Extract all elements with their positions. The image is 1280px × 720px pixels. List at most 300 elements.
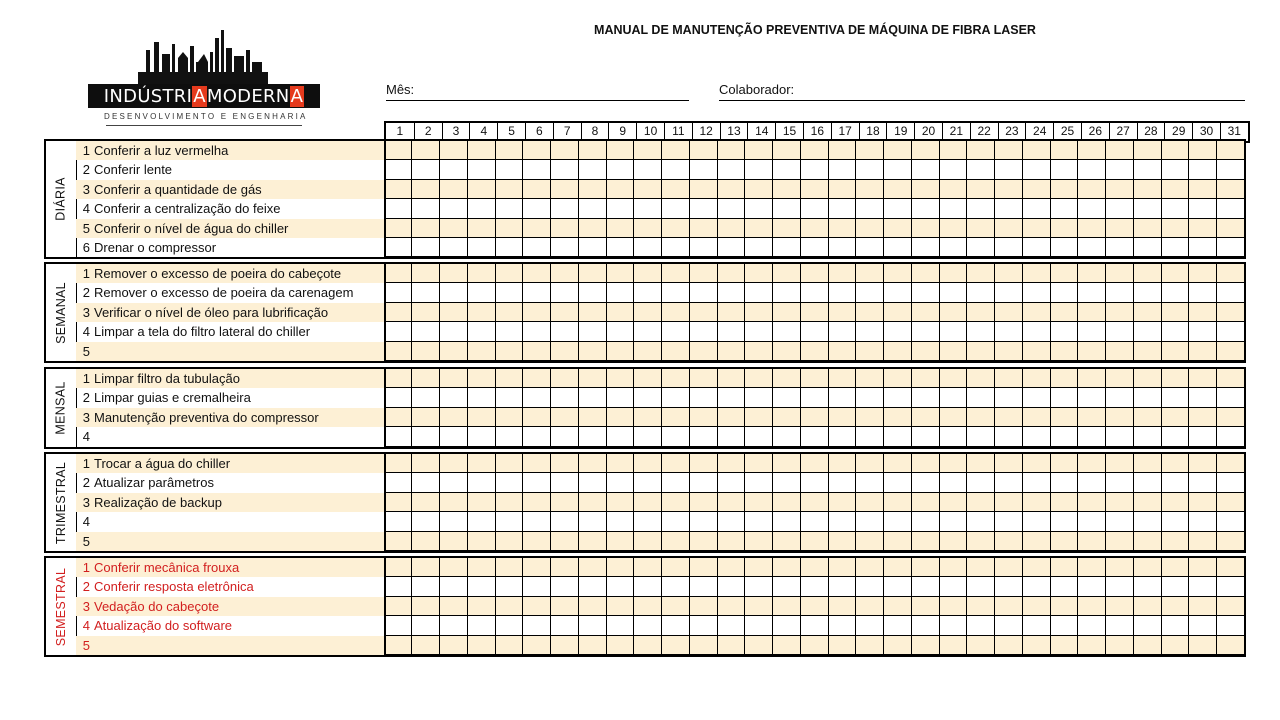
check-cell-day-15[interactable]: [772, 264, 800, 283]
check-cell-day-24[interactable]: [1022, 219, 1050, 238]
check-cell-day-15[interactable]: [772, 636, 800, 655]
check-cell-day-13[interactable]: [717, 473, 745, 492]
check-cell-day-9[interactable]: [606, 199, 634, 218]
check-cell-day-19[interactable]: [883, 369, 911, 388]
check-cell-day-8[interactable]: [578, 388, 606, 407]
check-cell-day-10[interactable]: [633, 512, 661, 531]
check-cell-day-9[interactable]: [606, 180, 634, 199]
check-cell-day-19[interactable]: [883, 532, 911, 551]
check-cell-day-9[interactable]: [606, 512, 634, 531]
check-cell-day-18[interactable]: [855, 180, 883, 199]
check-cell-day-7[interactable]: [550, 160, 578, 179]
check-cell-day-13[interactable]: [717, 558, 745, 577]
check-cell-day-5[interactable]: [495, 493, 523, 512]
check-cell-day-24[interactable]: [1022, 264, 1050, 283]
check-cell-day-18[interactable]: [855, 616, 883, 635]
check-cell-day-11[interactable]: [661, 512, 689, 531]
check-cell-day-21[interactable]: [939, 558, 967, 577]
check-cell-day-27[interactable]: [1105, 493, 1133, 512]
check-cell-day-22[interactable]: [966, 303, 994, 322]
check-cell-day-27[interactable]: [1105, 322, 1133, 341]
check-cell-day-11[interactable]: [661, 597, 689, 616]
check-cell-day-20[interactable]: [911, 493, 939, 512]
check-cell-day-20[interactable]: [911, 369, 939, 388]
check-cell-day-2[interactable]: [411, 238, 439, 257]
check-cell-day-16[interactable]: [800, 303, 828, 322]
check-cell-day-26[interactable]: [1077, 558, 1105, 577]
check-cell-day-5[interactable]: [495, 303, 523, 322]
check-cell-day-28[interactable]: [1133, 532, 1161, 551]
check-cell-day-8[interactable]: [578, 532, 606, 551]
check-cell-day-8[interactable]: [578, 408, 606, 427]
check-cell-day-12[interactable]: [689, 342, 717, 361]
check-cell-day-14[interactable]: [744, 616, 772, 635]
check-cell-day-26[interactable]: [1077, 493, 1105, 512]
check-cell-day-25[interactable]: [1050, 264, 1078, 283]
check-cell-day-2[interactable]: [411, 322, 439, 341]
check-cell-day-23[interactable]: [994, 493, 1022, 512]
check-cell-day-16[interactable]: [800, 264, 828, 283]
check-cell-day-26[interactable]: [1077, 388, 1105, 407]
check-cell-day-13[interactable]: [717, 141, 745, 160]
check-cell-day-23[interactable]: [994, 303, 1022, 322]
check-cell-day-9[interactable]: [606, 264, 634, 283]
check-cell-day-3[interactable]: [439, 160, 467, 179]
check-cell-day-10[interactable]: [633, 264, 661, 283]
check-cell-day-6[interactable]: [522, 283, 550, 302]
check-cell-day-3[interactable]: [439, 219, 467, 238]
check-cell-day-26[interactable]: [1077, 160, 1105, 179]
check-cell-day-26[interactable]: [1077, 238, 1105, 257]
check-cell-day-3[interactable]: [439, 238, 467, 257]
check-cell-day-5[interactable]: [495, 597, 523, 616]
check-cell-day-12[interactable]: [689, 636, 717, 655]
check-cell-day-3[interactable]: [439, 141, 467, 160]
check-cell-day-16[interactable]: [800, 493, 828, 512]
check-cell-day-24[interactable]: [1022, 283, 1050, 302]
check-cell-day-27[interactable]: [1105, 342, 1133, 361]
check-cell-day-27[interactable]: [1105, 532, 1133, 551]
check-cell-day-25[interactable]: [1050, 597, 1078, 616]
check-cell-day-8[interactable]: [578, 512, 606, 531]
check-cell-day-13[interactable]: [717, 238, 745, 257]
check-cell-day-12[interactable]: [689, 616, 717, 635]
check-cell-day-10[interactable]: [633, 369, 661, 388]
check-cell-day-16[interactable]: [800, 141, 828, 160]
check-cell-day-30[interactable]: [1188, 616, 1216, 635]
check-cell-day-25[interactable]: [1050, 180, 1078, 199]
check-cell-day-6[interactable]: [522, 493, 550, 512]
check-cell-day-20[interactable]: [911, 636, 939, 655]
check-cell-day-27[interactable]: [1105, 636, 1133, 655]
check-cell-day-1[interactable]: [384, 388, 412, 407]
check-cell-day-1[interactable]: [384, 597, 412, 616]
check-cell-day-31[interactable]: [1216, 427, 1244, 446]
check-cell-day-2[interactable]: [411, 160, 439, 179]
check-cell-day-1[interactable]: [384, 454, 412, 473]
check-cell-day-10[interactable]: [633, 322, 661, 341]
check-cell-day-5[interactable]: [495, 264, 523, 283]
check-cell-day-3[interactable]: [439, 342, 467, 361]
check-cell-day-5[interactable]: [495, 342, 523, 361]
check-cell-day-5[interactable]: [495, 558, 523, 577]
check-cell-day-24[interactable]: [1022, 616, 1050, 635]
check-cell-day-29[interactable]: [1161, 427, 1189, 446]
check-cell-day-8[interactable]: [578, 577, 606, 596]
check-cell-day-17[interactable]: [828, 427, 856, 446]
check-cell-day-13[interactable]: [717, 199, 745, 218]
check-cell-day-20[interactable]: [911, 388, 939, 407]
check-cell-day-3[interactable]: [439, 322, 467, 341]
check-cell-day-4[interactable]: [467, 493, 495, 512]
check-cell-day-23[interactable]: [994, 160, 1022, 179]
check-cell-day-28[interactable]: [1133, 512, 1161, 531]
check-cell-day-23[interactable]: [994, 512, 1022, 531]
check-cell-day-28[interactable]: [1133, 160, 1161, 179]
check-cell-day-11[interactable]: [661, 180, 689, 199]
check-cell-day-19[interactable]: [883, 388, 911, 407]
check-cell-day-14[interactable]: [744, 219, 772, 238]
check-cell-day-4[interactable]: [467, 597, 495, 616]
check-cell-day-22[interactable]: [966, 558, 994, 577]
check-cell-day-27[interactable]: [1105, 219, 1133, 238]
check-cell-day-7[interactable]: [550, 388, 578, 407]
check-cell-day-10[interactable]: [633, 532, 661, 551]
check-cell-day-27[interactable]: [1105, 454, 1133, 473]
check-cell-day-12[interactable]: [689, 577, 717, 596]
check-cell-day-19[interactable]: [883, 141, 911, 160]
check-cell-day-9[interactable]: [606, 427, 634, 446]
check-cell-day-1[interactable]: [384, 512, 412, 531]
check-cell-day-10[interactable]: [633, 219, 661, 238]
check-cell-day-18[interactable]: [855, 199, 883, 218]
check-cell-day-24[interactable]: [1022, 427, 1050, 446]
check-cell-day-22[interactable]: [966, 388, 994, 407]
check-cell-day-7[interactable]: [550, 493, 578, 512]
check-cell-day-24[interactable]: [1022, 342, 1050, 361]
check-cell-day-20[interactable]: [911, 558, 939, 577]
check-cell-day-9[interactable]: [606, 238, 634, 257]
check-cell-day-2[interactable]: [411, 473, 439, 492]
check-cell-day-11[interactable]: [661, 322, 689, 341]
check-cell-day-10[interactable]: [633, 141, 661, 160]
check-cell-day-31[interactable]: [1216, 597, 1244, 616]
check-cell-day-15[interactable]: [772, 532, 800, 551]
check-cell-day-27[interactable]: [1105, 369, 1133, 388]
check-cell-day-14[interactable]: [744, 180, 772, 199]
check-cell-day-27[interactable]: [1105, 408, 1133, 427]
check-cell-day-12[interactable]: [689, 408, 717, 427]
check-cell-day-10[interactable]: [633, 493, 661, 512]
check-cell-day-23[interactable]: [994, 597, 1022, 616]
check-cell-day-17[interactable]: [828, 342, 856, 361]
check-cell-day-11[interactable]: [661, 283, 689, 302]
check-cell-day-18[interactable]: [855, 388, 883, 407]
check-cell-day-30[interactable]: [1188, 427, 1216, 446]
check-cell-day-17[interactable]: [828, 303, 856, 322]
check-cell-day-24[interactable]: [1022, 636, 1050, 655]
check-cell-day-19[interactable]: [883, 473, 911, 492]
check-cell-day-26[interactable]: [1077, 473, 1105, 492]
check-cell-day-7[interactable]: [550, 199, 578, 218]
check-cell-day-15[interactable]: [772, 238, 800, 257]
check-cell-day-2[interactable]: [411, 141, 439, 160]
check-cell-day-25[interactable]: [1050, 219, 1078, 238]
check-cell-day-30[interactable]: [1188, 283, 1216, 302]
check-cell-day-4[interactable]: [467, 408, 495, 427]
check-cell-day-21[interactable]: [939, 141, 967, 160]
check-cell-day-12[interactable]: [689, 160, 717, 179]
check-cell-day-28[interactable]: [1133, 427, 1161, 446]
check-cell-day-18[interactable]: [855, 636, 883, 655]
check-cell-day-14[interactable]: [744, 473, 772, 492]
check-cell-day-15[interactable]: [772, 303, 800, 322]
check-cell-day-31[interactable]: [1216, 408, 1244, 427]
check-cell-day-21[interactable]: [939, 322, 967, 341]
check-cell-day-31[interactable]: [1216, 473, 1244, 492]
check-cell-day-31[interactable]: [1216, 238, 1244, 257]
check-cell-day-1[interactable]: [384, 558, 412, 577]
check-cell-day-28[interactable]: [1133, 238, 1161, 257]
check-cell-day-19[interactable]: [883, 238, 911, 257]
check-cell-day-15[interactable]: [772, 493, 800, 512]
check-cell-day-3[interactable]: [439, 577, 467, 596]
check-cell-day-17[interactable]: [828, 532, 856, 551]
check-cell-day-13[interactable]: [717, 597, 745, 616]
check-cell-day-22[interactable]: [966, 219, 994, 238]
check-cell-day-22[interactable]: [966, 473, 994, 492]
check-cell-day-15[interactable]: [772, 283, 800, 302]
check-cell-day-11[interactable]: [661, 454, 689, 473]
check-cell-day-27[interactable]: [1105, 238, 1133, 257]
check-cell-day-9[interactable]: [606, 219, 634, 238]
check-cell-day-19[interactable]: [883, 636, 911, 655]
check-cell-day-20[interactable]: [911, 238, 939, 257]
check-cell-day-8[interactable]: [578, 616, 606, 635]
check-cell-day-11[interactable]: [661, 427, 689, 446]
check-cell-day-22[interactable]: [966, 616, 994, 635]
check-cell-day-10[interactable]: [633, 427, 661, 446]
check-cell-day-6[interactable]: [522, 160, 550, 179]
check-cell-day-2[interactable]: [411, 303, 439, 322]
check-cell-day-9[interactable]: [606, 283, 634, 302]
check-cell-day-31[interactable]: [1216, 322, 1244, 341]
check-cell-day-6[interactable]: [522, 238, 550, 257]
check-cell-day-9[interactable]: [606, 408, 634, 427]
check-cell-day-7[interactable]: [550, 512, 578, 531]
check-cell-day-3[interactable]: [439, 388, 467, 407]
check-cell-day-30[interactable]: [1188, 303, 1216, 322]
check-cell-day-20[interactable]: [911, 532, 939, 551]
check-cell-day-3[interactable]: [439, 199, 467, 218]
check-cell-day-23[interactable]: [994, 342, 1022, 361]
check-cell-day-7[interactable]: [550, 264, 578, 283]
check-cell-day-8[interactable]: [578, 493, 606, 512]
check-cell-day-15[interactable]: [772, 369, 800, 388]
check-cell-day-1[interactable]: [384, 141, 412, 160]
check-cell-day-29[interactable]: [1161, 180, 1189, 199]
check-cell-day-24[interactable]: [1022, 303, 1050, 322]
check-cell-day-21[interactable]: [939, 532, 967, 551]
check-cell-day-9[interactable]: [606, 160, 634, 179]
check-cell-day-10[interactable]: [633, 180, 661, 199]
check-cell-day-27[interactable]: [1105, 577, 1133, 596]
check-cell-day-22[interactable]: [966, 180, 994, 199]
check-cell-day-24[interactable]: [1022, 369, 1050, 388]
check-cell-day-7[interactable]: [550, 238, 578, 257]
check-cell-day-6[interactable]: [522, 180, 550, 199]
check-cell-day-26[interactable]: [1077, 408, 1105, 427]
check-cell-day-14[interactable]: [744, 427, 772, 446]
check-cell-day-29[interactable]: [1161, 473, 1189, 492]
check-cell-day-1[interactable]: [384, 283, 412, 302]
check-cell-day-28[interactable]: [1133, 141, 1161, 160]
check-cell-day-28[interactable]: [1133, 454, 1161, 473]
check-cell-day-29[interactable]: [1161, 342, 1189, 361]
check-cell-day-22[interactable]: [966, 199, 994, 218]
check-cell-day-6[interactable]: [522, 558, 550, 577]
check-cell-day-13[interactable]: [717, 577, 745, 596]
check-cell-day-1[interactable]: [384, 532, 412, 551]
check-cell-day-24[interactable]: [1022, 180, 1050, 199]
check-cell-day-17[interactable]: [828, 408, 856, 427]
check-cell-day-14[interactable]: [744, 303, 772, 322]
check-cell-day-15[interactable]: [772, 219, 800, 238]
check-cell-day-22[interactable]: [966, 369, 994, 388]
check-cell-day-27[interactable]: [1105, 160, 1133, 179]
check-cell-day-14[interactable]: [744, 141, 772, 160]
check-cell-day-9[interactable]: [606, 597, 634, 616]
check-cell-day-27[interactable]: [1105, 558, 1133, 577]
check-cell-day-4[interactable]: [467, 532, 495, 551]
check-cell-day-12[interactable]: [689, 264, 717, 283]
check-cell-day-19[interactable]: [883, 427, 911, 446]
check-cell-day-3[interactable]: [439, 558, 467, 577]
check-cell-day-24[interactable]: [1022, 141, 1050, 160]
check-cell-day-25[interactable]: [1050, 199, 1078, 218]
check-cell-day-7[interactable]: [550, 369, 578, 388]
check-cell-day-16[interactable]: [800, 160, 828, 179]
check-cell-day-29[interactable]: [1161, 369, 1189, 388]
check-cell-day-4[interactable]: [467, 199, 495, 218]
check-cell-day-28[interactable]: [1133, 342, 1161, 361]
check-cell-day-18[interactable]: [855, 454, 883, 473]
check-cell-day-6[interactable]: [522, 408, 550, 427]
check-cell-day-8[interactable]: [578, 283, 606, 302]
check-cell-day-16[interactable]: [800, 388, 828, 407]
check-cell-day-18[interactable]: [855, 532, 883, 551]
check-cell-day-2[interactable]: [411, 597, 439, 616]
check-cell-day-21[interactable]: [939, 369, 967, 388]
check-cell-day-2[interactable]: [411, 180, 439, 199]
check-cell-day-28[interactable]: [1133, 388, 1161, 407]
check-cell-day-23[interactable]: [994, 180, 1022, 199]
check-cell-day-19[interactable]: [883, 180, 911, 199]
check-cell-day-5[interactable]: [495, 180, 523, 199]
check-cell-day-17[interactable]: [828, 180, 856, 199]
check-cell-day-10[interactable]: [633, 616, 661, 635]
check-cell-day-17[interactable]: [828, 219, 856, 238]
check-cell-day-5[interactable]: [495, 577, 523, 596]
check-cell-day-18[interactable]: [855, 577, 883, 596]
check-cell-day-29[interactable]: [1161, 199, 1189, 218]
check-cell-day-18[interactable]: [855, 219, 883, 238]
check-cell-day-1[interactable]: [384, 199, 412, 218]
check-cell-day-5[interactable]: [495, 473, 523, 492]
check-cell-day-18[interactable]: [855, 160, 883, 179]
check-cell-day-3[interactable]: [439, 283, 467, 302]
check-cell-day-25[interactable]: [1050, 616, 1078, 635]
check-cell-day-17[interactable]: [828, 264, 856, 283]
check-cell-day-21[interactable]: [939, 616, 967, 635]
check-cell-day-17[interactable]: [828, 577, 856, 596]
check-cell-day-18[interactable]: [855, 342, 883, 361]
check-cell-day-19[interactable]: [883, 577, 911, 596]
check-cell-day-13[interactable]: [717, 219, 745, 238]
check-cell-day-26[interactable]: [1077, 636, 1105, 655]
check-cell-day-20[interactable]: [911, 616, 939, 635]
check-cell-day-20[interactable]: [911, 427, 939, 446]
check-cell-day-13[interactable]: [717, 454, 745, 473]
check-cell-day-11[interactable]: [661, 141, 689, 160]
check-cell-day-5[interactable]: [495, 141, 523, 160]
check-cell-day-5[interactable]: [495, 512, 523, 531]
check-cell-day-30[interactable]: [1188, 493, 1216, 512]
check-cell-day-14[interactable]: [744, 493, 772, 512]
check-cell-day-30[interactable]: [1188, 342, 1216, 361]
check-cell-day-29[interactable]: [1161, 303, 1189, 322]
check-cell-day-1[interactable]: [384, 219, 412, 238]
check-cell-day-26[interactable]: [1077, 597, 1105, 616]
check-cell-day-17[interactable]: [828, 369, 856, 388]
check-cell-day-28[interactable]: [1133, 180, 1161, 199]
check-cell-day-15[interactable]: [772, 454, 800, 473]
check-cell-day-11[interactable]: [661, 303, 689, 322]
check-cell-day-30[interactable]: [1188, 322, 1216, 341]
check-cell-day-24[interactable]: [1022, 558, 1050, 577]
check-cell-day-25[interactable]: [1050, 238, 1078, 257]
check-cell-day-22[interactable]: [966, 141, 994, 160]
check-cell-day-12[interactable]: [689, 283, 717, 302]
check-cell-day-11[interactable]: [661, 616, 689, 635]
check-cell-day-29[interactable]: [1161, 597, 1189, 616]
check-cell-day-12[interactable]: [689, 219, 717, 238]
check-cell-day-20[interactable]: [911, 473, 939, 492]
check-cell-day-8[interactable]: [578, 342, 606, 361]
check-cell-day-4[interactable]: [467, 238, 495, 257]
check-cell-day-8[interactable]: [578, 180, 606, 199]
check-cell-day-6[interactable]: [522, 264, 550, 283]
check-cell-day-1[interactable]: [384, 322, 412, 341]
check-cell-day-25[interactable]: [1050, 303, 1078, 322]
check-cell-day-16[interactable]: [800, 322, 828, 341]
check-cell-day-15[interactable]: [772, 199, 800, 218]
check-cell-day-28[interactable]: [1133, 264, 1161, 283]
check-cell-day-21[interactable]: [939, 283, 967, 302]
check-cell-day-25[interactable]: [1050, 558, 1078, 577]
check-cell-day-27[interactable]: [1105, 283, 1133, 302]
check-cell-day-23[interactable]: [994, 283, 1022, 302]
check-cell-day-4[interactable]: [467, 454, 495, 473]
check-cell-day-6[interactable]: [522, 597, 550, 616]
check-cell-day-30[interactable]: [1188, 532, 1216, 551]
check-cell-day-24[interactable]: [1022, 577, 1050, 596]
check-cell-day-16[interactable]: [800, 199, 828, 218]
check-cell-day-16[interactable]: [800, 512, 828, 531]
check-cell-day-31[interactable]: [1216, 160, 1244, 179]
check-cell-day-16[interactable]: [800, 532, 828, 551]
check-cell-day-1[interactable]: [384, 264, 412, 283]
